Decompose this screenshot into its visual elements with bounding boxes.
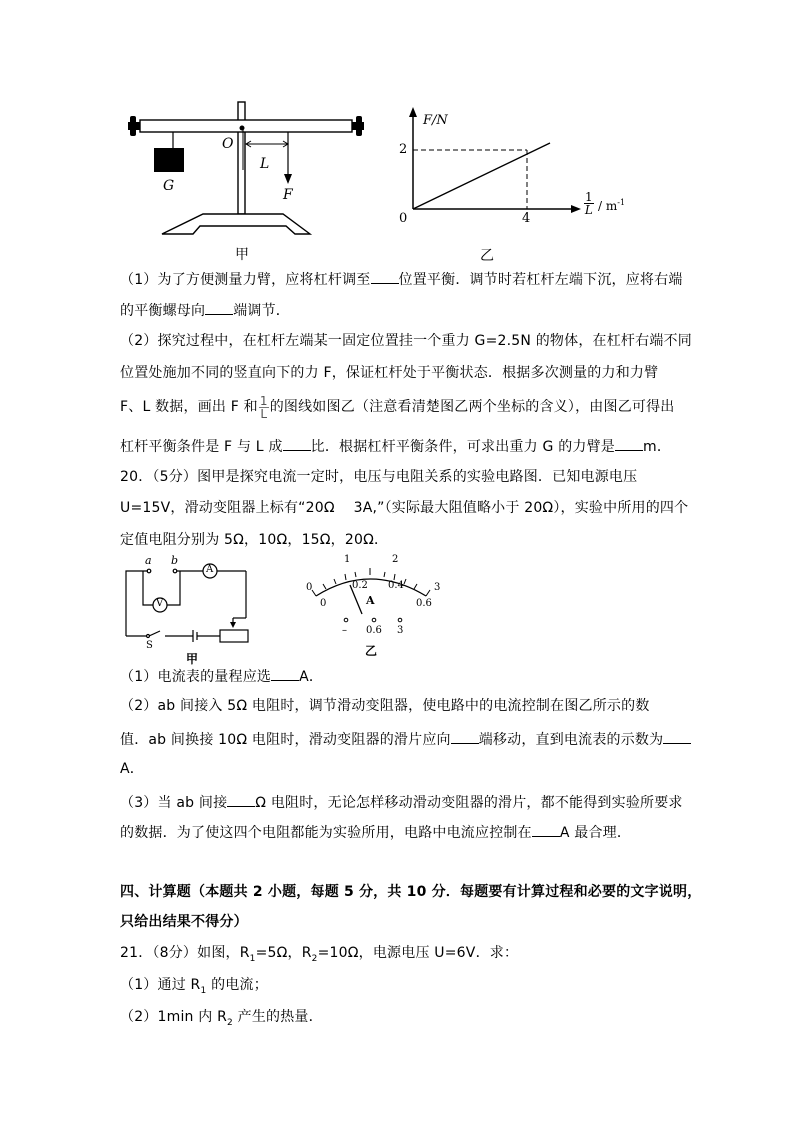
graph-caption: 乙 bbox=[480, 248, 494, 264]
dial-unit: A bbox=[366, 594, 375, 607]
circuit-caption: 甲 bbox=[186, 652, 199, 666]
answer-blank[interactable] bbox=[227, 792, 255, 807]
q20-line3: 定值电阻分别为 5Ω，10Ω，15Ω，20Ω． bbox=[120, 532, 389, 548]
circuit-figure bbox=[118, 554, 258, 666]
lever-label-l: L bbox=[260, 156, 270, 172]
answer-blank[interactable] bbox=[205, 300, 233, 315]
q20-line1: 20．（5分）图甲是探究电流一定时，电压与电阻关系的实验电路图．已知电源电压 bbox=[120, 469, 638, 485]
answer-blank[interactable] bbox=[283, 436, 311, 451]
dial-top-2: 2 bbox=[392, 554, 399, 565]
answer-blank[interactable] bbox=[532, 822, 560, 837]
lever-label-g: G bbox=[163, 178, 175, 194]
dial-top-1: 1 bbox=[344, 554, 351, 565]
circuit-diagram-icon bbox=[118, 558, 258, 658]
lever-label-f: F bbox=[283, 187, 293, 203]
graph-x-unit: / $m^{-1}$ bbox=[598, 198, 626, 213]
answer-blank[interactable] bbox=[663, 729, 691, 744]
q21-line1: 21．（8分）如图，$R_1=5\Omega$，$R_2=10\Omega$，电源电压 U=6V．求： bbox=[120, 945, 519, 964]
voltmeter-label: V bbox=[156, 598, 164, 609]
q20-line2: U=15V，滑动变阻器上标有“20Ω 3A,”（实际最大阻值略小于 20Ω），实验中所用的四个 bbox=[120, 500, 689, 516]
q20-part2-line3: A． bbox=[120, 761, 144, 777]
graph-y-tick: 2 bbox=[399, 142, 408, 157]
dial-bottom-0: 0 bbox=[320, 598, 327, 609]
q20-part2-line1: （2）ab 间接入 5Ω 电阻时，调节滑动变阻器，使电路中的电流控制在图乙所示的数 bbox=[120, 698, 650, 714]
terminal-3: 3 bbox=[397, 625, 404, 636]
ammeter-dial-figure bbox=[300, 552, 440, 662]
q20-part3-line1: （3）当 ab 间接 Ω 电阻时，无论怎样移动滑动变阻器的滑片，都不能得到实验所要求 bbox=[120, 792, 683, 812]
dial-bottom-02: 0.2 bbox=[352, 580, 368, 591]
lever-figure bbox=[118, 98, 368, 268]
dial-bottom-06: 0.6 bbox=[416, 598, 432, 609]
q20-part1: （1）电流表的量程应选 A． bbox=[120, 666, 323, 686]
answer-blank[interactable] bbox=[371, 269, 399, 284]
q19-part2-line1: （2）探究过程中，在杠杆左端某一固定位置挂一个重力 G=2.5N 的物体，在杠杆右端不同 bbox=[120, 333, 692, 349]
graph-x-label: $\frac{1}{L}$ bbox=[584, 190, 593, 217]
answer-blank[interactable] bbox=[451, 729, 479, 744]
lever-caption: 甲 bbox=[235, 247, 249, 263]
q19-part1-line2: 的平衡螺母向 端调节． bbox=[120, 300, 290, 320]
dial-top-0: 0 bbox=[306, 582, 313, 593]
q21-part2: （2）1min 内 $R_2$ 产生的热量． bbox=[120, 1009, 323, 1028]
ammeter-label: A bbox=[206, 564, 214, 575]
terminal-06: 0.6 bbox=[366, 625, 382, 636]
switch-label: S bbox=[146, 640, 153, 651]
q19-part2-line2: 位置处施加不同的竖直向下的力 F，保证杠杆处于平衡状态．根据多次测量的力和力臂 bbox=[120, 365, 659, 381]
section4-heading-line2: 只给出结果不得分） bbox=[120, 914, 248, 930]
lever-label-o: O bbox=[222, 136, 234, 152]
lever-diagram-icon bbox=[118, 98, 368, 268]
graph-origin: 0 bbox=[399, 211, 408, 226]
circuit-label-a: a bbox=[145, 554, 152, 567]
q19-part2-line3: F、L 数据，画出 F 和 $\frac{1}{L}$ 的图线如图乙（注意看清楚图乙两个坐标的含义），由图乙可得出 bbox=[120, 393, 675, 421]
terminal-neg: – bbox=[342, 625, 347, 636]
q21-part1: （1）通过 $R_1$ 的电流； bbox=[120, 977, 268, 996]
q20-part3-line2: 的数据．为了使这四个电阻都能为实验所用，电路中电流应控制在 A 最合理． bbox=[120, 822, 631, 842]
fraction-one-over-l: $\frac{1}{L}$ bbox=[259, 393, 268, 421]
graph-y-label: F/N bbox=[423, 113, 448, 128]
answer-blank[interactable] bbox=[271, 666, 299, 681]
answer-blank[interactable] bbox=[615, 436, 643, 451]
dial-top-3: 3 bbox=[434, 582, 441, 593]
section4-heading-line1: 四、计算题（本题共 2 小题，每题 5 分，共 10 分．每题要有计算过程和必要的文字说明， bbox=[120, 884, 702, 900]
q19-part1-line1: （1）为了方便测量力臂，应将杠杆调至 位置平衡．调节时若杠杆左端下沉，应将右端 bbox=[120, 269, 683, 289]
graph-axes-icon bbox=[385, 105, 645, 265]
graph-figure bbox=[385, 105, 645, 265]
circuit-label-b: b bbox=[171, 554, 179, 567]
q20-part2-line2: 值．ab 间换接 10Ω 电阻时，滑动变阻器的滑片应向 端移动，直到电流表的示数为 bbox=[120, 729, 691, 749]
dial-bottom-04: 0.4 bbox=[388, 580, 404, 591]
graph-x-tick: 4 bbox=[522, 211, 531, 226]
q19-part2-line4: 杠杆平衡条件是 F 与 L 成 比．根据杠杆平衡条件，可求出重力 G 的力臂是 m． bbox=[120, 436, 671, 456]
dial-caption: 乙 bbox=[365, 644, 378, 658]
